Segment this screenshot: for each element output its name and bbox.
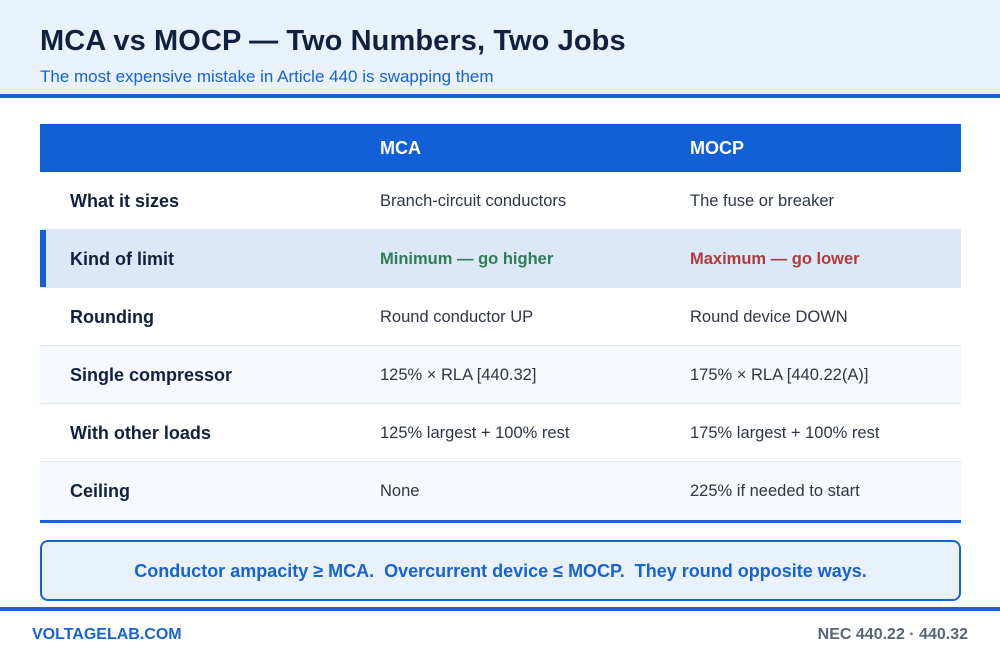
- mocp-value: The fuse or breaker: [690, 192, 834, 210]
- row-label: Ceiling: [70, 481, 131, 501]
- mocp-value: 175% × RLA [440.22(A)]: [690, 366, 869, 384]
- comparison-table: [40, 124, 961, 523]
- table-row: [40, 288, 961, 346]
- mocp-value: 225% if needed to start: [690, 482, 860, 500]
- footer-divider: [0, 607, 1000, 611]
- mca-value: Round conductor UP: [380, 308, 534, 326]
- column-header-mca: MCA: [380, 138, 421, 158]
- table-row: [40, 172, 961, 230]
- footer-reference: NEC 440.22 · 440.32: [817, 626, 968, 643]
- mca-value: 125% largest + 100% rest: [380, 424, 570, 442]
- row-label: Single compressor: [70, 365, 233, 385]
- page-subtitle: The most expensive mistake in Article 440 is swapping them: [40, 67, 494, 86]
- summary-callout: Conductor ampacity ≥ MCA. Overcurrent device ≤ MOCP. They round opposite ways.: [40, 540, 961, 601]
- mocp-value: Maximum — go lower: [690, 250, 860, 268]
- table-row: [40, 462, 961, 520]
- row-label: Rounding: [70, 307, 154, 327]
- table-row: [40, 404, 961, 462]
- footer-brand: VOLTAGELAB.COM: [32, 626, 182, 643]
- mca-value: Minimum — go higher: [380, 250, 554, 268]
- row-label: With other loads: [70, 423, 211, 443]
- mca-value: 125% × RLA [440.32]: [380, 366, 537, 384]
- mca-value: None: [380, 482, 420, 500]
- row-label: Kind of limit: [70, 249, 174, 269]
- page-title: MCA vs MOCP — Two Numbers, Two Jobs: [40, 25, 626, 57]
- table-header-row: [40, 124, 961, 172]
- mocp-value: Round device DOWN: [690, 308, 848, 326]
- table-row-highlighted: [40, 230, 961, 288]
- mocp-value: 175% largest + 100% rest: [690, 424, 880, 442]
- table-row: [40, 346, 961, 404]
- column-header-mocp: MOCP: [690, 138, 744, 158]
- mca-value: Branch-circuit conductors: [380, 192, 567, 210]
- page-header: [0, 0, 1000, 98]
- row-label: What it sizes: [70, 191, 180, 211]
